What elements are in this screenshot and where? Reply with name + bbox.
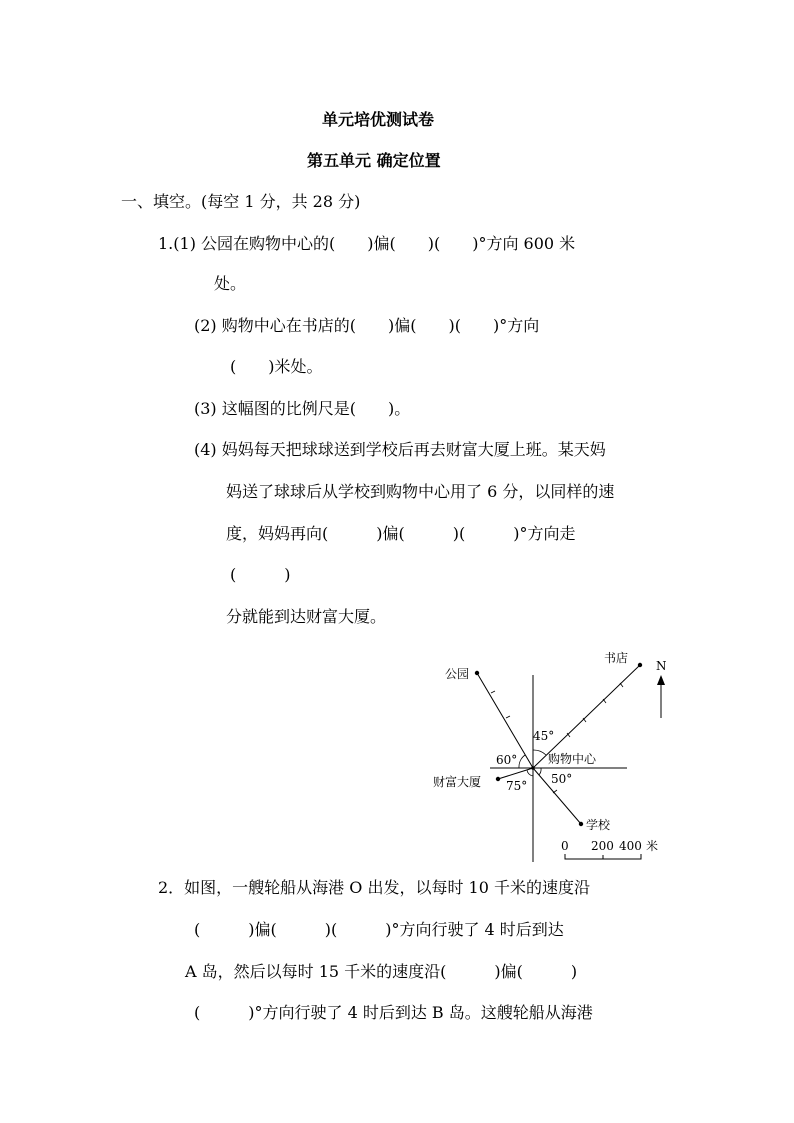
bookstore-label: 书店 bbox=[604, 651, 629, 665]
north-label: N bbox=[656, 659, 667, 673]
q1-part1-line1: 1.(1) 公园在购物中心的( )偏( )( )°方向 600 米 bbox=[158, 234, 576, 253]
q1-part4-line2: 妈送了球球后从学校到购物中心用了 6 分，以同样的速 bbox=[226, 482, 615, 501]
tick-mark bbox=[620, 683, 623, 687]
q2-line2: ( )偏( )( )°方向行驶了 4 时后到达 bbox=[194, 920, 564, 939]
scale-unit: 米 bbox=[646, 839, 659, 853]
angle-45-label: 45° bbox=[533, 729, 555, 743]
q1-part4-line3: 度，妈妈再向( )偏( )( )°方向走 bbox=[226, 524, 576, 543]
angle-50-label: 50° bbox=[551, 772, 573, 786]
school-point bbox=[579, 822, 583, 826]
q1-part4-line1: (4) 妈妈每天把球球送到学校后再去财富大厦上班。某天妈 bbox=[194, 440, 606, 459]
q1-part2-line1: (2) 购物中心在书店的( )偏( )( )°方向 bbox=[194, 316, 540, 335]
scale-tick-400: 400 bbox=[619, 839, 642, 853]
angle-60-label: 60° bbox=[496, 753, 518, 767]
page-title: 单元培优测试卷 bbox=[322, 110, 435, 129]
angle-arc-45 bbox=[533, 750, 546, 755]
school-label: 学校 bbox=[586, 818, 611, 832]
q2-line4: ( )°方向行驶了 4 时后到达 B 岛。这艘轮船从海港 bbox=[194, 1003, 593, 1022]
q2-line1: 2．如图，一艘轮船从海港 O 出发，以每时 10 千米的速度沿 bbox=[158, 878, 591, 897]
park-label: 公园 bbox=[445, 667, 470, 681]
park-point bbox=[475, 671, 479, 675]
ray-to-tower bbox=[498, 768, 533, 779]
angle-arc-60 bbox=[519, 755, 525, 768]
tick-mark bbox=[491, 691, 495, 693]
mall-label: 购物中心 bbox=[548, 752, 597, 766]
section-heading: 一、填空。(每空 1 分，共 28 分) bbox=[121, 192, 361, 211]
bookstore-point bbox=[638, 663, 642, 667]
page-subtitle: 第五单元 确定位置 bbox=[307, 151, 441, 170]
q1-part2-line2: ( )米处。 bbox=[230, 357, 323, 376]
scale-tick-200: 200 bbox=[591, 839, 614, 853]
q1-part4-line4: ( ) bbox=[230, 565, 291, 584]
scale-tick-0: 0 bbox=[561, 839, 569, 853]
q1-part4-line5: 分就能到达财富大厦。 bbox=[226, 607, 387, 626]
q1-part3: (3) 这幅图的比例尺是( )。 bbox=[194, 399, 411, 418]
mall-point bbox=[531, 766, 535, 770]
tick-mark bbox=[506, 716, 510, 718]
tower-label: 财富大厦 bbox=[433, 775, 482, 789]
angle-arc-75 bbox=[527, 770, 533, 776]
angle-75-label: 75° bbox=[506, 779, 528, 793]
angle-arc-50 bbox=[539, 768, 541, 775]
q1-part1-line2: 处。 bbox=[214, 274, 247, 293]
tower-point bbox=[496, 777, 500, 781]
location-map bbox=[415, 645, 685, 870]
scale-bar bbox=[565, 854, 641, 859]
q2-line3: A 岛，然后以每时 15 千米的速度沿( )偏( ) bbox=[185, 962, 578, 981]
north-arrow-icon bbox=[657, 675, 665, 685]
